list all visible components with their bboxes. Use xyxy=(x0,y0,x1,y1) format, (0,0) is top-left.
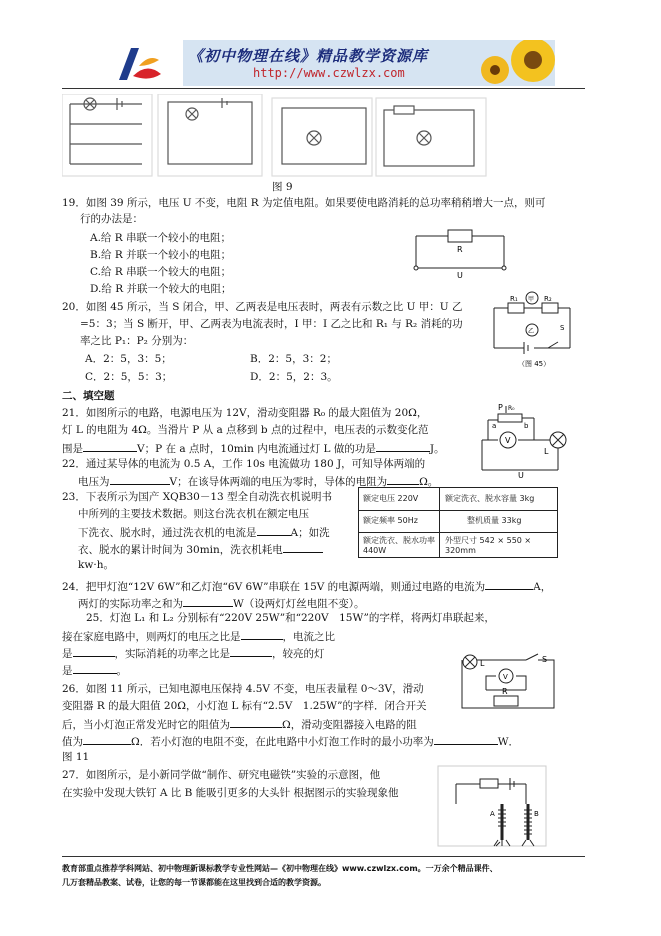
q25-line-4b: 。 xyxy=(116,665,127,677)
q25-line-2 xyxy=(62,628,335,645)
q20-line-3: 率之比 P₁：P₂ 分别为： xyxy=(80,335,194,347)
q25-line-2b: ，电流之比 xyxy=(282,631,335,643)
q20-fig-s: S xyxy=(560,324,565,332)
q23-blank-1[interactable] xyxy=(257,524,291,536)
q23-line-3b: A；如洗 xyxy=(290,527,330,539)
q19-stem-1: 19．如图 39 所示，电压 U 不变，电阻 R 为定值电阻。如果要使电路消耗的总功率稍稍增大一点，则可 xyxy=(62,197,546,209)
q27-line-2: 在实验中发现大铁钉 A 比 B 能吸引更多的大头针 根据图示的实验现象他 xyxy=(62,787,399,799)
q25-line-3b: ，实际消耗的功率之比是 xyxy=(114,648,230,660)
q19-stem-2: 行的办法是： xyxy=(80,213,143,225)
q23-line-3 xyxy=(78,524,330,541)
q21-blank-2[interactable] xyxy=(376,440,430,452)
q21-fig-a: a xyxy=(492,422,497,430)
table-cell-2-1: 外型尺寸 542 × 550 × 320mm xyxy=(445,536,532,555)
q20-line-2: =5：3；当 S 断开，甲、乙两表为电流表时，I 甲：I 乙之比和 R₁ 与 R₂ 消耗的功 xyxy=(80,318,463,330)
washer-spec-table xyxy=(358,487,558,558)
q20-option-c: C．2：5，5：3； xyxy=(85,371,173,383)
q25-fig-l: L xyxy=(480,659,485,668)
q25-fig-v: V xyxy=(503,673,508,681)
q27-line-1: 27．如图所示，是小新同学做“制作、研究电磁铁”实验的示意图，他 xyxy=(62,769,381,781)
q25-circuit-diagram xyxy=(456,650,560,716)
q21-line-3c: J。 xyxy=(429,443,445,455)
q26-line-4 xyxy=(62,733,519,750)
q26-blank-3[interactable] xyxy=(434,733,498,745)
q24-line-1b: A， xyxy=(533,581,552,593)
q26-line-4a: 值为 xyxy=(62,736,83,748)
q20-line-1: 20．如图 45 所示，当 S 闭合，甲、乙两表是电压表时，两表有示数之比 U 甲：U 乙 xyxy=(62,301,463,313)
table-cell-1-1: 整机质量 33kg xyxy=(467,516,522,525)
q19-option-c: C.给 R 串联一个较大的电阻； xyxy=(90,266,232,278)
q21-blank-1[interactable] xyxy=(83,440,137,452)
table-rule-1 xyxy=(359,510,557,511)
q21-circuit-diagram xyxy=(478,400,582,480)
q20-option-a: A．2：5，3：5； xyxy=(85,353,172,365)
q25-line-3a: 是 xyxy=(62,648,73,660)
q24-line-1 xyxy=(62,578,551,595)
q20-fig-r2: R₂ xyxy=(544,295,552,303)
q26-line-4c: W． xyxy=(497,736,520,748)
figure-9-circuits xyxy=(62,94,502,178)
table-cell-2-0: 额定洗衣、脱水功率 440W xyxy=(363,536,435,555)
section-2-heading: 二、填空题 xyxy=(62,390,115,402)
q25-line-4 xyxy=(62,662,127,679)
q26-line-5: 图 11 xyxy=(62,751,90,763)
table-cell-0-0: 额定电压 220V xyxy=(363,494,419,503)
q26-blank-1[interactable] xyxy=(230,716,282,728)
q25-line-3c: ，较亮的灯 xyxy=(272,648,325,660)
q25-line-3 xyxy=(62,645,325,662)
q25-blank-4[interactable] xyxy=(73,662,117,674)
q27-fig-a: A xyxy=(490,810,495,818)
q23-line-4 xyxy=(78,541,323,558)
q20-option-d: D．2：5，2：3。 xyxy=(250,371,338,383)
q26-line-2: 变阻器 R 的最大阻值 20Ω，小灯泡 L 标有“2.5V 1.25W”的字样．闭合开关 xyxy=(62,700,427,712)
q21-fig-v: V xyxy=(505,436,511,445)
q26-line-3 xyxy=(62,716,417,733)
q26-line-4b: Ω．若小灯泡的电阻不变，在此电路中小灯泡工作时的最小功率为 xyxy=(131,736,434,748)
table-rule-2 xyxy=(359,532,557,533)
q22-blank-1[interactable] xyxy=(110,473,170,485)
q24-blank-2[interactable] xyxy=(183,595,233,607)
q27-fig-b: B xyxy=(534,810,539,818)
q23-line-5: kw·h。 xyxy=(78,559,114,571)
q25-blank-1[interactable] xyxy=(241,628,283,640)
q21-line-2: 灯 L 的电阻为 4Ω。当滑片 P 从 a 点移到 b 点的过程中，电压表的示数变化范 xyxy=(62,424,429,436)
q23-line-4a: 衣、脱水的累计时间为 30min，洗衣机耗电 xyxy=(78,544,283,556)
header-banner xyxy=(93,40,555,86)
q25-blank-2[interactable] xyxy=(73,645,115,657)
q21-line-3a: 围是 xyxy=(62,443,83,455)
q21-fig-b: b xyxy=(524,422,529,430)
q21-fig-l: L xyxy=(544,447,549,456)
q24-line-2 xyxy=(78,595,365,612)
q20-fig-yi: 乙 xyxy=(528,328,535,335)
q19-circuit-diagram xyxy=(412,224,508,280)
q21-fig-r0: R₀ xyxy=(508,405,515,412)
footer-rule xyxy=(62,856,585,857)
q22-line-2a: 电压为 xyxy=(78,476,110,488)
q26-line-3a: 后，当小灯泡正常发光时它的阻值为 xyxy=(62,719,230,731)
q24-line-2a: 两灯的实际功率之和为 xyxy=(78,598,183,610)
q26-line-1: 26．如图 11 所示，已知电源电压保持 4.5V 不变，电压表量程 0～3V，滑动 xyxy=(62,683,424,695)
q25-fig-r: R xyxy=(502,687,508,696)
q26-blank-2[interactable] xyxy=(83,733,131,745)
header-rule xyxy=(62,88,585,89)
q24-line-2b: W（设两灯灯丝电阻不变）。 xyxy=(233,598,365,610)
footer-line-2: 几万套精品教案、试卷，让您的每一节课都能在这里找到合适的教学资源。 xyxy=(62,878,326,887)
q23-line-1: 23．下表所示为国产 XQB30－13 型全自动洗衣机说明书 xyxy=(62,491,333,503)
q21-line-1: 21．如图所示的电路，电源电压为 12V，滑动变阻器 R₀ 的最大阻值为 20Ω， xyxy=(62,407,428,419)
q21-fig-u: U xyxy=(518,471,524,480)
q19-option-a: A.给 R 串联一个较小的电阻； xyxy=(90,232,232,244)
q23-line-3a: 下洗衣、脱水时，通过洗衣机的电流是 xyxy=(78,527,257,539)
q24-blank-1[interactable] xyxy=(485,578,533,590)
table-cell-1-0: 额定频率 50Hz xyxy=(363,516,418,525)
q20-fig-r1: R₁ xyxy=(510,295,518,303)
footer-line-1: 教育部重点推荐学科网站、初中物理新课标教学专业性网站—《初中物理在线》www.czwlzx.com。一万余个精品课件、 xyxy=(62,864,498,873)
table-cell-0-1: 额定洗衣、脱水容量 3kg xyxy=(445,494,535,503)
logo-icon xyxy=(113,44,165,82)
q25-blank-3[interactable] xyxy=(230,645,272,657)
q25-line-4a: 是 xyxy=(62,665,73,677)
q19-option-b: B.给 R 并联一个较小的电阻； xyxy=(90,249,232,261)
q25-fig-s: S xyxy=(542,655,548,664)
q22-line-2c: Ω。 xyxy=(419,476,439,488)
q22-line-1: 22．通过某导体的电流为 0.5 A，工作 10s 电流做功 180 J，可知导体两端的 xyxy=(62,458,426,470)
q24-line-1a: 24．把甲灯泡“12V 6W”和乙灯泡“6V 6W”串联在 15V 的电源两端，则通过电路的电流为 xyxy=(62,581,486,593)
q20-fig-jia: 甲 xyxy=(528,296,535,303)
q19-fig-r: R xyxy=(457,245,463,254)
q23-blank-2[interactable] xyxy=(283,541,323,553)
q20-option-b: B．2：5，3：2； xyxy=(250,353,337,365)
figure-9-caption: 图 9 xyxy=(272,181,293,193)
table-rule-col xyxy=(439,488,440,557)
q19-fig-u: U xyxy=(457,271,463,280)
banner-url: http://www.czwlzx.com xyxy=(253,66,405,80)
q27-electromagnet-diagram xyxy=(436,764,554,848)
q26-line-3b: Ω，滑动变阻器接入电路的阻 xyxy=(282,719,417,731)
q22-line-2b: V；在该导体两端的电压为零时，导体的电阻为 xyxy=(169,476,388,488)
q21-line-3b: V；P 在 a 点时，10min 内电流通过灯 L 做的功是 xyxy=(137,443,376,455)
q21-line-3 xyxy=(62,440,445,457)
q23-line-2: 中所列的主要技术数据。则这台洗衣机在额定电压 xyxy=(78,508,309,520)
q25-line-2a: 接在家庭电路中，则两灯的电压之比是 xyxy=(62,631,241,643)
q20-fig-caption: （图 45） xyxy=(518,360,551,368)
q20-circuit-diagram xyxy=(484,290,580,368)
q22-blank-2[interactable] xyxy=(387,473,419,485)
banner-title: 《初中物理在线》精品教学资源库 xyxy=(188,47,429,65)
q21-fig-p: P xyxy=(498,403,503,412)
q25-line-1: 25．灯泡 L₁ 和 L₂ 分别标有“220V 25W”和“220V 15W”的字样，将两灯串联起来， xyxy=(86,612,495,624)
q19-option-d: D.给 R 并联一个较大的电阻； xyxy=(90,283,232,295)
